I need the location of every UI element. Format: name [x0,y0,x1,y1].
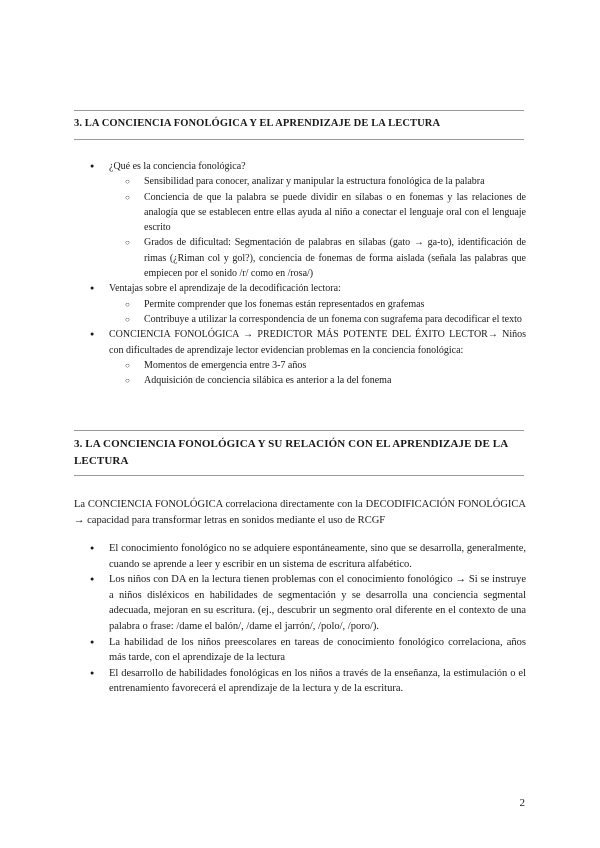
top-rule-2 [74,430,524,431]
bottom-rule-1 [74,139,524,140]
section2-title: 3. LA CONCIENCIA FONOLÓGICA Y SU RELACIÓN CON EL APRENDIZAJE DE LA LECTURA [74,438,508,467]
list-item [74,327,526,388]
bottom-rule-2 [74,475,524,476]
list-item-text: Ventajas sobre el aprendizaje de la decodificación lectora: [109,283,341,295]
list-item [74,159,526,281]
list-item: ● El desarrollo de habilidades fonológicas en los niños a través de la enseñanza, la estimulación o el entrenamiento favorecerá el aprendizaje de la lectura y de la escritura. [74,666,526,697]
section1-title: 3. LA CONCIENCIA FONOLÓGICA Y EL APRENDIZAJE DE LA LECTURA [74,118,441,129]
sub-list-item: ○ Sensibilidad para conocer, analizar y manipular la estructura fonológica de la palabra [109,174,526,189]
list-item: ● El conocimiento fonológico no se adquiere espontáneamente, sino que se desarrolla, generalmente, cuando se aprende a leer y escribir en un sistema de escritura alfabético. [74,541,526,572]
top-rule-1 [74,110,524,111]
section2-list [74,541,526,697]
sub-list-item: ○ Permite comprender que los fonemas están representados en grafemas [109,297,526,312]
sub-list [109,297,526,328]
list-item: ● La habilidad de los niños preescolares en tareas de conocimiento fonológico correlaciona, años más tarde, con el aprendizaje de la lectura [74,635,526,666]
sub-list-item: ○ Momentos de emergencia entre 3-7 años [109,358,526,373]
list-item: ● Los niños con DA en la lectura tienen problemas con el conocimiento fonológico → Si se instruye a niños disléxicos en habilidades de segmentación y se desarrolla una conciencia segmental adecuada, mejoran en su escritura. (ej., descubrir un segmento oral diferente en el contexto de una palabra o frase: /dame el balón/, /dame el jarrón/, /polo/, /poro/). [74,572,526,634]
sub-list-item: ○ Conciencia de que la palabra se puede dividir en sílabas o en fonemas y las relaciones de analogía que se establecen entre ellas ayuda al niño a conectar el lenguaje oral con el lenguaje escrito [109,190,526,236]
sub-list-item: ○ Grados de dificultad: Segmentación de palabras en sílabas (gato → ga-to), identificación de rimas (¿Riman col y gol?), conciencia de fonemas de forma aislada (señala las palabras que empiecen por el sonido /r/ como en /rosa/) [109,235,526,281]
sub-list-item: ○ Adquisición de conciencia silábica es anterior a la del fonema [109,373,526,388]
list-item-text: CONCIENCIA FONOLÓGICA → PREDICTOR MÁS POTENTE DEL ÉXITO LECTOR→ Niños con dificultades de aprendizaje lector evidencian problemas en la conciencia fonológica: [109,329,526,356]
page-number: 2 [519,797,525,809]
section2-intro: La CONCIENCIA FONOLÓGICA correlaciona directamente con la DECODIFICACIÓN FONOLÓGICA → capacidad para transformar letras en sonidos mediante el uso de RCGF [74,499,526,526]
section1-list [74,159,526,388]
sub-list [109,174,526,281]
sub-list [109,358,526,389]
list-item-text: ¿Qué es la conciencia fonológica? [109,161,246,172]
list-item [74,281,526,327]
sub-list-item: ○ Contribuye a utilizar la correspondencia de un fonema con sugrafema para decodificar el texto [109,312,526,327]
